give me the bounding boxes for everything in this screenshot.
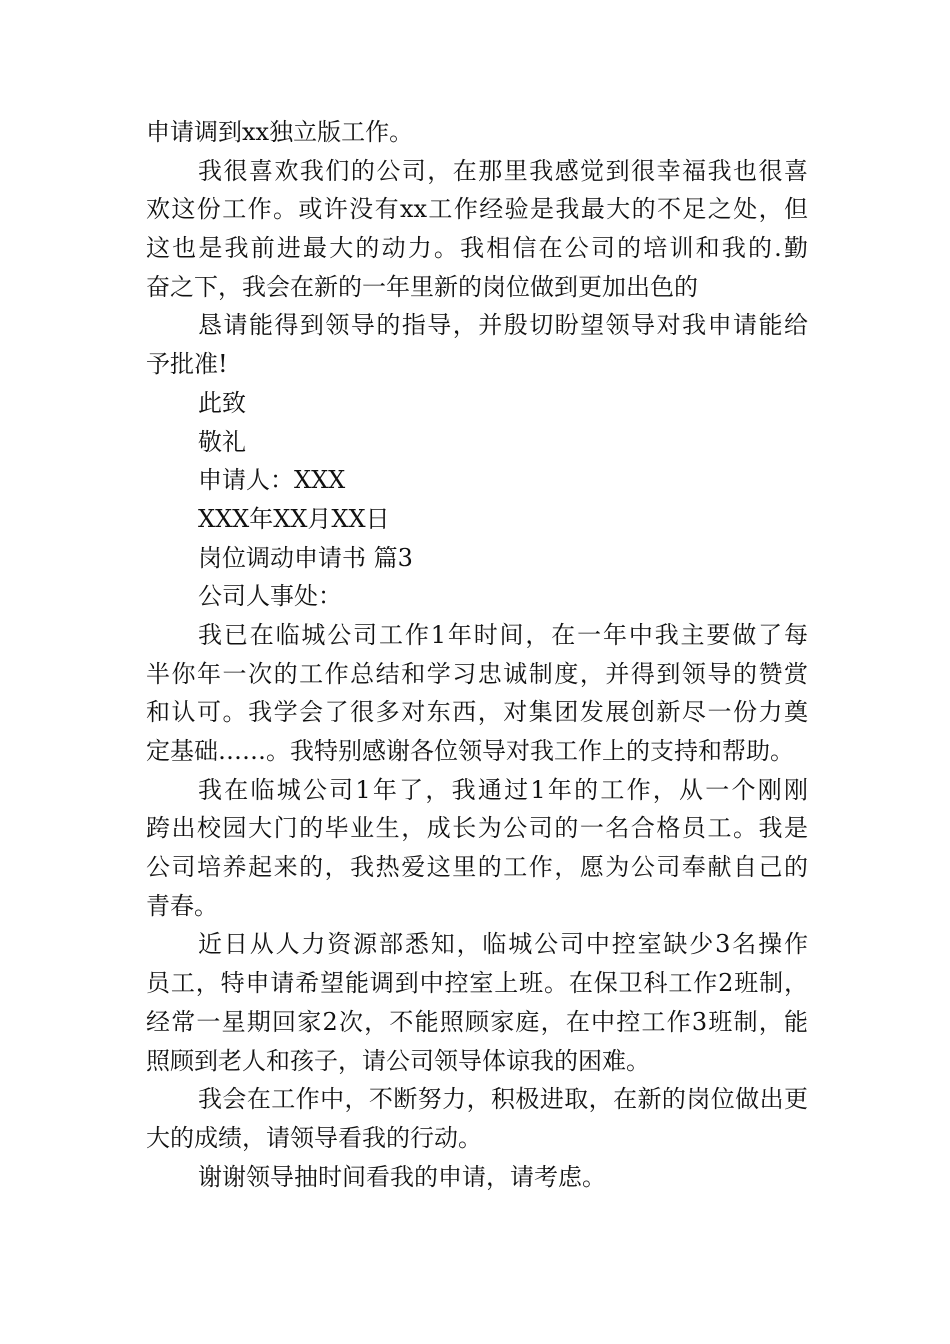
text-line: 我已在临城公司工作1年时间，在一年中我主要做了每	[198, 620, 808, 649]
text-line: 青春。	[146, 891, 218, 920]
text-line: 此致	[198, 388, 246, 417]
text-line: 大的成绩，请领导看我的行动。	[146, 1123, 482, 1152]
document-body	[146, 113, 808, 1196]
text-line: XXX年XX月XX日	[198, 504, 390, 533]
text-line: 申请人：XXX	[198, 466, 346, 495]
text-line: 这也是我前进最大的动力。我相信在公司的培训和我的.勤	[146, 234, 808, 263]
text-line: 照顾到老人和孩子，请公司领导体谅我的困难。	[146, 1046, 650, 1075]
text-line: 我会在工作中，不断努力，积极进取，在新的岗位做出更	[198, 1085, 808, 1114]
text-line: 我在临城公司1年了，我通过1年的工作，从一个刚刚	[198, 775, 808, 804]
text-line: 欢这份工作。或许没有xx工作经验是我最大的不足之处，但	[146, 195, 808, 224]
text-line: 公司人事处：	[198, 582, 342, 611]
text-line: 奋之下，我会在新的一年里新的岗位做到更加出色的	[146, 272, 698, 301]
text-line: 经常一星期回家2次，不能照顾家庭，在中控工作3班制，能	[146, 1007, 808, 1036]
text-line: 公司培养起来的，我热爱这里的工作，愿为公司奉献自己的	[146, 853, 808, 882]
text-line: 申请调到xx独立版工作。	[146, 118, 414, 146]
text-line: 定基础……。我特别感谢各位领导对我工作上的支持和帮助。	[146, 737, 794, 765]
text-line: 予批准!	[146, 350, 228, 379]
text-line: 近日从人力资源部悉知，临城公司中控室缺少3名操作	[198, 930, 808, 959]
text-line: 谢谢领导抽时间看我的申请，请考虑。	[198, 1162, 606, 1191]
text-line: 敬礼	[198, 427, 246, 456]
text-line: 和认可。我学会了很多对东西，对集团发展创新尽一份力奠	[146, 698, 808, 727]
text-line: 跨出校园大门的毕业生，成长为公司的一名合格员工。我是	[146, 814, 808, 843]
text-line: 我很喜欢我们的公司，在那里我感觉到很幸福我也很喜	[198, 156, 808, 185]
text-line: 恳请能得到领导的指导，并殷切盼望领导对我申请能给	[198, 311, 808, 340]
text-line: 员工，特申请希望能调到中控室上班。在保卫科工作2班制，	[146, 969, 808, 998]
text-line: 半你年一次的工作总结和学习忠诚制度，并得到领导的赞赏	[146, 659, 808, 688]
text-line: 岗位调动申请书 篇3	[198, 543, 413, 572]
